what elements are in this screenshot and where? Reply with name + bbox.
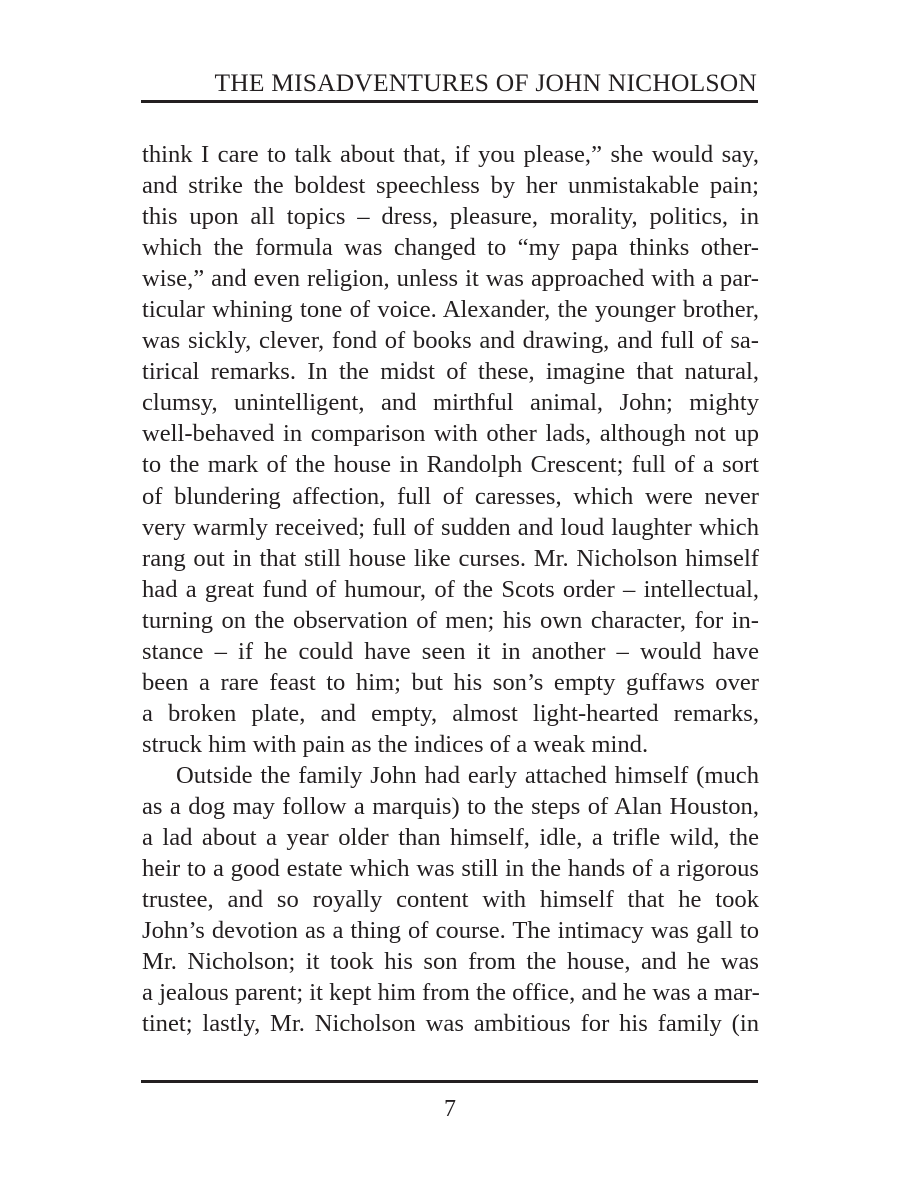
text-line: a lad about a year older than himself, idle, a trifle wild, the (142, 824, 759, 852)
header-rule (141, 100, 758, 103)
text-line: wise,” and even religion, unless it was approached with a par- (142, 265, 759, 293)
text-line: rang out in that still house like curses. Mr. Nicholson himself (142, 544, 759, 572)
text-line: been a rare feast to him; but his son’s empty guffaws over (142, 668, 759, 696)
text-line: clumsy, unintelligent, and mirthful animal, John; mighty (142, 389, 759, 417)
text-line: turning on the observation of men; his own character, for in- (142, 606, 759, 634)
text-line: of blundering affection, full of caresses, which were never (142, 482, 759, 510)
text-line: to the mark of the house in Randolph Crescent; full of a sort (142, 451, 759, 479)
text-line: as a dog may follow a marquis) to the steps of Alan Houston, (142, 792, 759, 820)
text-line: stance – if he could have seen it in another – would have (142, 637, 759, 665)
text-line: had a great fund of humour, of the Scots order – intellectual, (142, 575, 759, 603)
page-number: 7 (444, 1096, 456, 1122)
text-line: trustee, and so royally content with himself that he took (142, 886, 759, 914)
text-line: very warmly received; full of sudden and loud laughter which (142, 513, 759, 541)
text-line: well-behaved in comparison with other lads, although not up (142, 420, 759, 448)
footer-rule (141, 1080, 758, 1083)
paragraph-2 (142, 760, 759, 1039)
body-text (142, 139, 759, 1039)
text-line: was sickly, clever, fond of books and drawing, and full of sa- (142, 327, 759, 355)
text-line: Mr. Nicholson; it took his son from the house, and he was (142, 948, 759, 976)
paragraph-1 (142, 139, 759, 760)
text-line: tinet; lastly, Mr. Nicholson was ambitious for his family (in (142, 1010, 759, 1038)
text-line: a jealous parent; it kept him from the office, and he was a mar- (142, 979, 760, 1007)
text-line: struck him with pain as the indices of a weak mind. (142, 730, 649, 758)
running-head: THE MISADVENTURES OF JOHN NICHOLSON (214, 68, 757, 97)
text-line: John’s devotion as a thing of course. The intimacy was gall to (142, 917, 759, 945)
text-line: this upon all topics – dress, pleasure, morality, politics, in (142, 203, 759, 231)
text-line: Outside the family John had early attached himself (much (176, 761, 759, 789)
text-line: heir to a good estate which was still in the hands of a rigorous (142, 855, 759, 883)
text-line: and strike the boldest speechless by her unmistakable pain; (142, 172, 759, 200)
text-line: a broken plate, and empty, almost light-hearted remarks, (142, 699, 759, 727)
text-line: ticular whining tone of voice. Alexander, the younger brother, (142, 296, 759, 324)
text-line: which the formula was changed to “my papa thinks other- (142, 234, 759, 262)
text-line: think I care to talk about that, if you please,” she would say, (142, 141, 759, 168)
text-line: tirical remarks. In the midst of these, imagine that natural, (142, 358, 759, 386)
